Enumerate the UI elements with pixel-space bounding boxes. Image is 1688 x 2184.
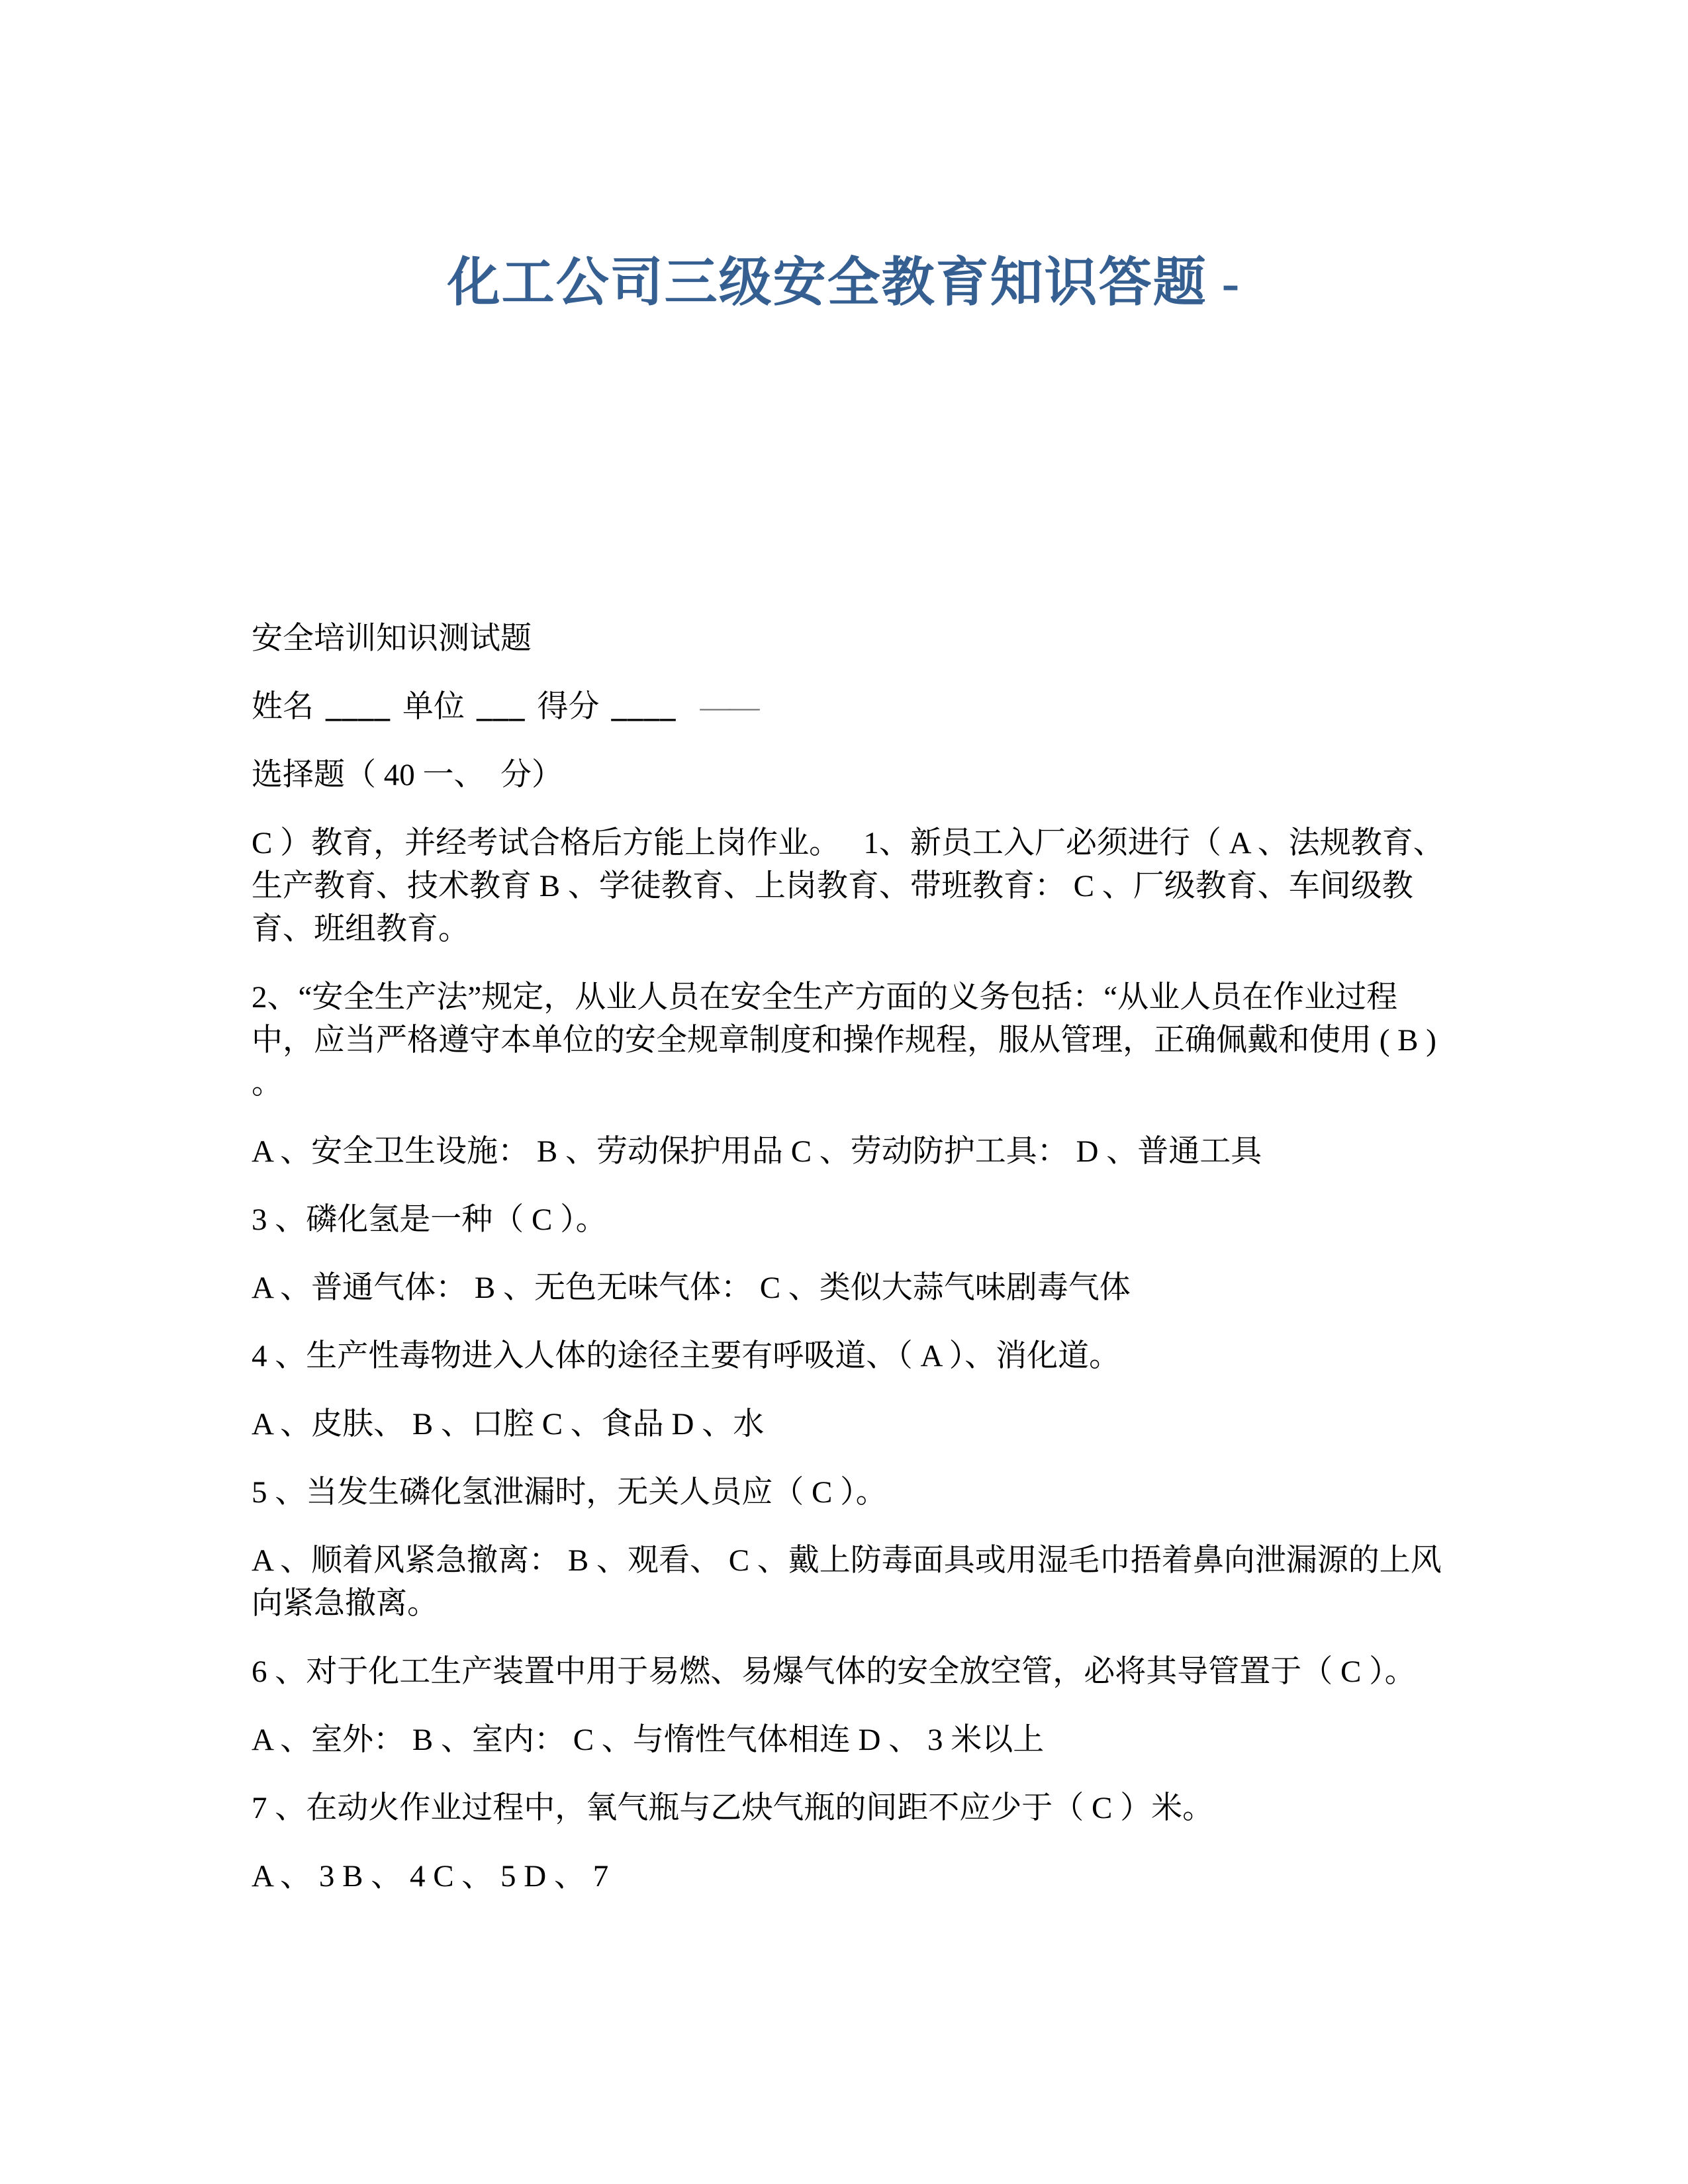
test-heading: 安全培训知识测试题 xyxy=(252,621,532,656)
options-paragraph-4: A 、皮肤、 B 、口腔 C 、食品 D 、水 xyxy=(252,1407,765,1441)
question-paragraph-7: 7 、在动火作业过程中，氧气瓶与乙炔气瓶的间距不应少于（ C ）米。 xyxy=(252,1791,1214,1825)
question-paragraph-5: 5 、当发生磷化氢泄漏时，无关人员应（ C ）。 xyxy=(252,1475,887,1510)
options-paragraph-5: A 、顺着风紧急撤离： B 、观看、 C 、戴上防毒面具或用湿毛巾捂着鼻向泄漏源的上风向紧急撤离。 xyxy=(252,1543,1442,1621)
question-paragraph-2: 2、“安全生产法”规定，从业人员在安全生产方面的义务包括：“从业人员在作业过程中，应当严格遵守本单位的安全规章制度和操作规程，服从管理，正确佩戴和使用 ( B ) 。 xyxy=(252,980,1436,1101)
question-paragraph-4: 4 、生产性毒物进入人体的途径主要有呼吸道、（ A ）、消化道。 xyxy=(252,1339,1121,1373)
section-header: 选择题（ 40 一、 分） xyxy=(252,758,563,792)
options-paragraph-6: A 、室外： B 、室内： C 、与惰性气体相连 D 、 3 米以上 xyxy=(252,1723,1045,1757)
name-label: 姓名 xyxy=(252,690,314,724)
options-paragraph-2: A 、安全卫生设施： B 、劳动保护用品 C 、劳动防护工具： D 、普通工具 xyxy=(252,1134,1262,1169)
score-blank-field[interactable]: ____ xyxy=(611,690,677,724)
question-paragraph-6: 6 、对于化工生产装置中用于易燃、易爆气体的安全放空管，必将其导管置于（ C ）。 xyxy=(252,1655,1416,1689)
score-label: 得分 xyxy=(537,690,600,724)
options-paragraph-3: A 、普通气体： B 、无色无味气体： C 、类似大蒜气味剧毒气体 xyxy=(252,1271,1131,1305)
options-paragraph-7: A 、 3 B 、 4 C 、 5 D 、 7 xyxy=(252,1859,609,1893)
name-blank-field[interactable]: ____ xyxy=(326,690,391,724)
document-title: 化工公司三级安全教育知识答题 - xyxy=(447,254,1241,312)
info-line xyxy=(252,686,1453,729)
unit-blank-field[interactable]: ___ xyxy=(477,690,526,724)
unit-label: 单位 xyxy=(402,690,465,724)
question-paragraph-1: C ）教育，并经考试合格后方能上岗作业。 1、新员工入厂必须进行（ A 、法规教育、生产教育、技术教育 B 、学徒教育、上岗教育、带班教育： C 、厂级教育、车间级教育、班组教育。 xyxy=(252,826,1444,946)
question-paragraph-3: 3 、磷化氢是一种（ C ）。 xyxy=(252,1203,607,1237)
trailing-dash: —— xyxy=(700,690,757,724)
document-body xyxy=(252,617,1453,1923)
